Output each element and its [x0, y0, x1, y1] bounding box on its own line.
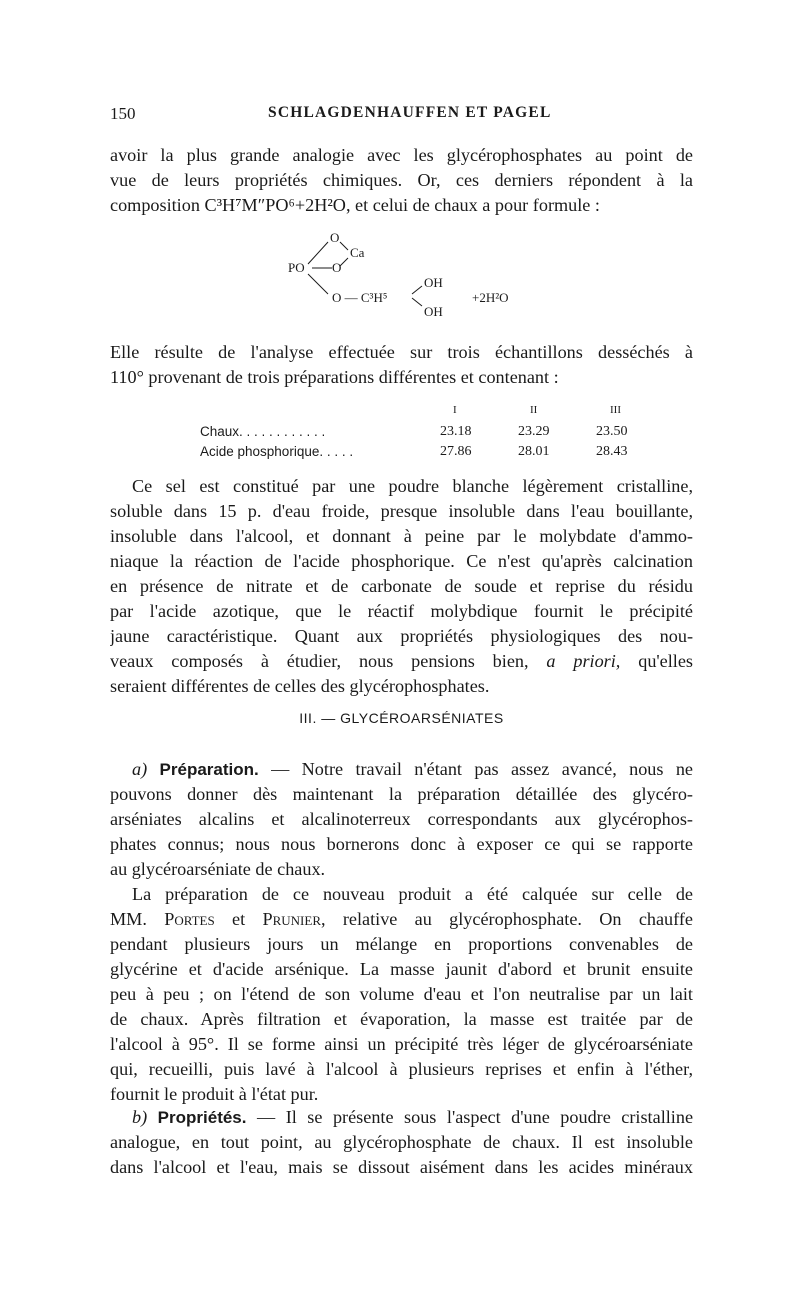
- row-label: Chaux. . . . . . . . . . . .: [200, 424, 326, 439]
- text-line: pouvons donner dès maintenant la préparation détaillée des glycéro-: [110, 784, 693, 804]
- paragraph-procedure: [110, 882, 693, 1107]
- paragraph-properties: [110, 1105, 693, 1180]
- subsection-heading: Préparation.: [159, 760, 259, 779]
- author-name: Prunier: [262, 909, 321, 929]
- text-line-composite: [110, 649, 693, 674]
- text-line: phates connus; nous nous bornerons donc à exposer ce qui se rapporte: [110, 834, 693, 854]
- subsection-heading: Propriétés.: [157, 1108, 247, 1127]
- text-line: Ce sel est constitué par une poudre blanche légèrement cristalline,: [132, 476, 693, 496]
- text-segment: qu'elles: [638, 651, 693, 671]
- text-line: pendant plusieurs jours un mélange en proportions convenables de: [110, 934, 693, 954]
- text-segment: veaux composés à étudier, nous pensions bien,: [110, 651, 529, 671]
- table-cell: 23.50: [596, 424, 628, 439]
- text-line: La préparation de ce nouveau produit a été calquée sur celle de: [132, 884, 693, 904]
- text-line: jaune caractéristique. Quant aux propriétés physiologiques des nou-: [110, 626, 693, 646]
- text-line: analogue, en tout point, au glycérophosphate de chaux. Il est insoluble: [110, 1132, 693, 1152]
- text-line: glycérine et d'acide arsénique. La masse jaunit d'abord et brunit ensuite: [110, 959, 693, 979]
- table-cell: 23.18: [440, 424, 472, 439]
- text-line: insoluble dans l'alcool, et donnant à peine par le molybdate d'ammo-: [110, 526, 693, 546]
- formula-oh-bottom: OH: [424, 304, 443, 319]
- text-segment: — Notre travail n'étant pas assez avancé, nous ne: [271, 759, 693, 779]
- text-line: soluble dans 15 p. d'eau froide, presque insoluble dans l'eau bouillante,: [110, 501, 693, 521]
- paragraph-intro: [110, 143, 693, 218]
- page-header: [110, 104, 690, 128]
- text-line: Elle résulte de l'analyse effectuée sur trois échantillons desséchés à: [110, 342, 693, 362]
- text-line: fournit le produit à l'état pur.: [110, 1084, 319, 1104]
- text-line: avoir la plus grande analogie avec les glycérophosphates au point de: [110, 145, 693, 165]
- column-header: III: [610, 404, 621, 416]
- formula-water: +2H²O: [472, 290, 509, 305]
- subsection-marker: a): [132, 759, 148, 779]
- row-label: Acide phosphorique. . . . .: [200, 444, 354, 459]
- formula-oh-top: OH: [424, 275, 443, 290]
- paragraph-analysis: [110, 340, 693, 390]
- text-line: par l'acide azotique, que le réactif molybdique fournit le précipité: [110, 601, 693, 621]
- text-line: de chaux. Après filtration et évaporation, la masse est traitée par de: [110, 1009, 693, 1029]
- formula-ca: Ca: [350, 245, 365, 260]
- text-line-composite: [110, 1105, 693, 1130]
- text-line: vue de leurs propriétés chimiques. Or, ces derniers répondent à la: [110, 170, 693, 190]
- table-row: [200, 424, 640, 444]
- text-segment: , relative au glycérophosphate. On chauffe: [321, 909, 693, 929]
- column-header: I: [453, 404, 457, 416]
- page-number: 150: [110, 104, 136, 123]
- text-line: au glycéroarséniate de chaux.: [110, 859, 326, 879]
- text-line: dans l'alcool et l'eau, mais se dissout aisément dans les acides minéraux: [110, 1157, 693, 1177]
- formula-o-top: O: [330, 230, 340, 245]
- text-line: seraient différentes de celles des glycérophosphates.: [110, 676, 490, 696]
- text-line: l'alcool à 95°. Il se forme ainsi un précipité très léger de glycéroarséniate: [110, 1034, 693, 1054]
- text-line: niaque la réaction de l'acide phosphorique. Ce n'est qu'après calcination: [110, 551, 693, 571]
- text-line: qui, recueilli, puis lavé à l'alcool à plusieurs reprises et enfin à l'éther,: [110, 1059, 693, 1079]
- formula-bonds: [280, 228, 560, 328]
- text-line: en présence de nitrate et de carbonate de soude et reprise du résidu: [110, 576, 693, 596]
- subsection-marker: b): [132, 1107, 148, 1127]
- text-segment: MM.: [110, 909, 147, 929]
- table-cell: 23.29: [518, 424, 550, 439]
- chemical-formula: [280, 228, 560, 328]
- text-line-composite: [110, 907, 693, 932]
- formula-po: PO: [288, 260, 305, 275]
- text-segment: et: [232, 909, 246, 929]
- text-line: composition C³H⁷M″PO⁶+2H²O, et celui de chaux a pour formule :: [110, 195, 600, 215]
- running-head: SCHLAGDENHAUFFEN ET PAGEL: [268, 104, 552, 121]
- paragraph-description: [110, 474, 693, 699]
- text-line-composite: [110, 757, 693, 782]
- formula-o-mid: O: [332, 260, 342, 275]
- text-segment: — Il se présente sous l'aspect d'une poudre cristalline: [257, 1107, 693, 1127]
- author-name: Portes: [164, 909, 215, 929]
- table-row: [200, 444, 640, 464]
- table-cell: 28.43: [596, 444, 628, 459]
- italic-phrase: a priori,: [546, 651, 621, 671]
- column-header: II: [530, 404, 538, 416]
- formula-o-glyceryl: O — C³H⁵: [332, 290, 388, 305]
- section-heading: III. — GLYCÉROARSÉNIATES: [299, 710, 504, 726]
- text-line: peu à peu ; on l'étend de son volume d'eau et l'on neutralise par un lait: [110, 984, 693, 1004]
- table-cell: 28.01: [518, 444, 550, 459]
- text-line: arséniates alcalins et alcalinoterreux correspondants aux glycérophos-: [110, 809, 693, 829]
- paragraph-preparation: [110, 757, 693, 882]
- text-line: 110° provenant de trois préparations différentes et contenant :: [110, 367, 559, 387]
- table-cell: 27.86: [440, 444, 472, 459]
